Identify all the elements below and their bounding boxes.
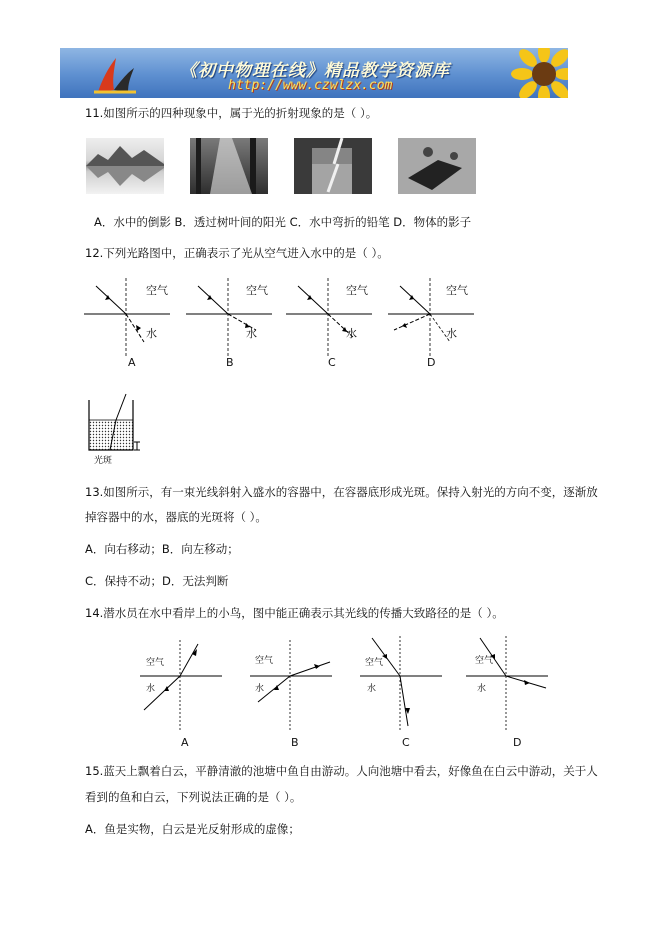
q14-label-d: D	[513, 736, 522, 749]
q14-label-a: A	[181, 736, 189, 749]
q14-b-air: 空气	[255, 656, 274, 666]
q12-label-a: A	[128, 356, 136, 369]
q12-text: 12.下列光路图中，正确表示了光从空气进入水中的是（ ）。	[85, 246, 389, 260]
q12-b-air: 空气	[246, 284, 268, 297]
q14-label-c: C	[402, 736, 410, 749]
q12-b-water: 水	[246, 327, 257, 340]
q12-c-water: 水	[346, 327, 357, 340]
q12-a-air: 空气	[146, 284, 168, 297]
q13-opt-ab: A．向右移动；B．向左移动；	[85, 542, 239, 556]
q11-text: 11.如图所示的四种现象中，属于光的折射现象的是（ ）。	[85, 106, 378, 120]
q14-a-water: 水	[146, 684, 156, 694]
q12-c-air: 空气	[346, 284, 368, 297]
banner-url[interactable]: http://www.czwlzx.com	[228, 78, 393, 93]
q13-spot-label: 光斑	[94, 456, 113, 466]
q11-options: A．水中的倒影 B．透过树叶间的阳光 C．水中弯折的铅笔 D．物体的影子	[94, 215, 472, 229]
shadow-photo	[398, 138, 476, 194]
q14-label-b: B	[291, 736, 299, 749]
logo-icon	[90, 52, 140, 96]
header-banner	[60, 48, 568, 98]
q13-line1: 13.如图所示，有一束光线斜射入盛水的容器中，在容器底形成光斑。保持入射光的方向不变，逐渐放	[85, 485, 598, 499]
q14-d-water: 水	[477, 684, 487, 694]
q13-opt-cd: C．保持不动；D．无法判断	[85, 574, 229, 588]
q12-label-b: B	[226, 356, 234, 369]
q13-container-diagram	[86, 394, 148, 458]
q15-opt-a: A．鱼是实物，白云是光反射形成的虚像；	[85, 822, 300, 836]
q15-line2: 看到的鱼和白云，下列说法正确的是（ ）。	[85, 790, 302, 804]
q12-a-water: 水	[146, 327, 157, 340]
q14-a-air: 空气	[146, 658, 165, 668]
q13-line2: 掉容器中的水，器底的光斑将（ ）。	[85, 510, 267, 524]
q15-line1: 15.蓝天上飘着白云，平静清澈的池塘中鱼自由游动。人向池塘中看去，好像鱼在白云中游动，关于人	[85, 764, 598, 778]
q12-label-c: C	[328, 356, 336, 369]
q12-label-d: D	[427, 356, 436, 369]
reflection-photo	[86, 138, 164, 194]
forest-sunlight-photo	[190, 138, 268, 194]
q12-d-water: 水	[446, 327, 457, 340]
q14-b-water: 水	[255, 684, 265, 694]
q12-d-air: 空气	[446, 284, 468, 297]
q14-text: 14.潜水员在水中看岸上的小鸟，图中能正确表示其光线的传播大致路径的是（ ）。	[85, 606, 504, 620]
bent-pencil-photo	[294, 138, 372, 194]
sunflower-icon	[512, 48, 568, 98]
q14-c-water: 水	[367, 684, 377, 694]
q14-d-air: 空气	[475, 656, 494, 666]
q14-c-air: 空气	[365, 658, 384, 668]
banner-title: 《初中物理在线》精品教学资源库	[180, 61, 450, 81]
